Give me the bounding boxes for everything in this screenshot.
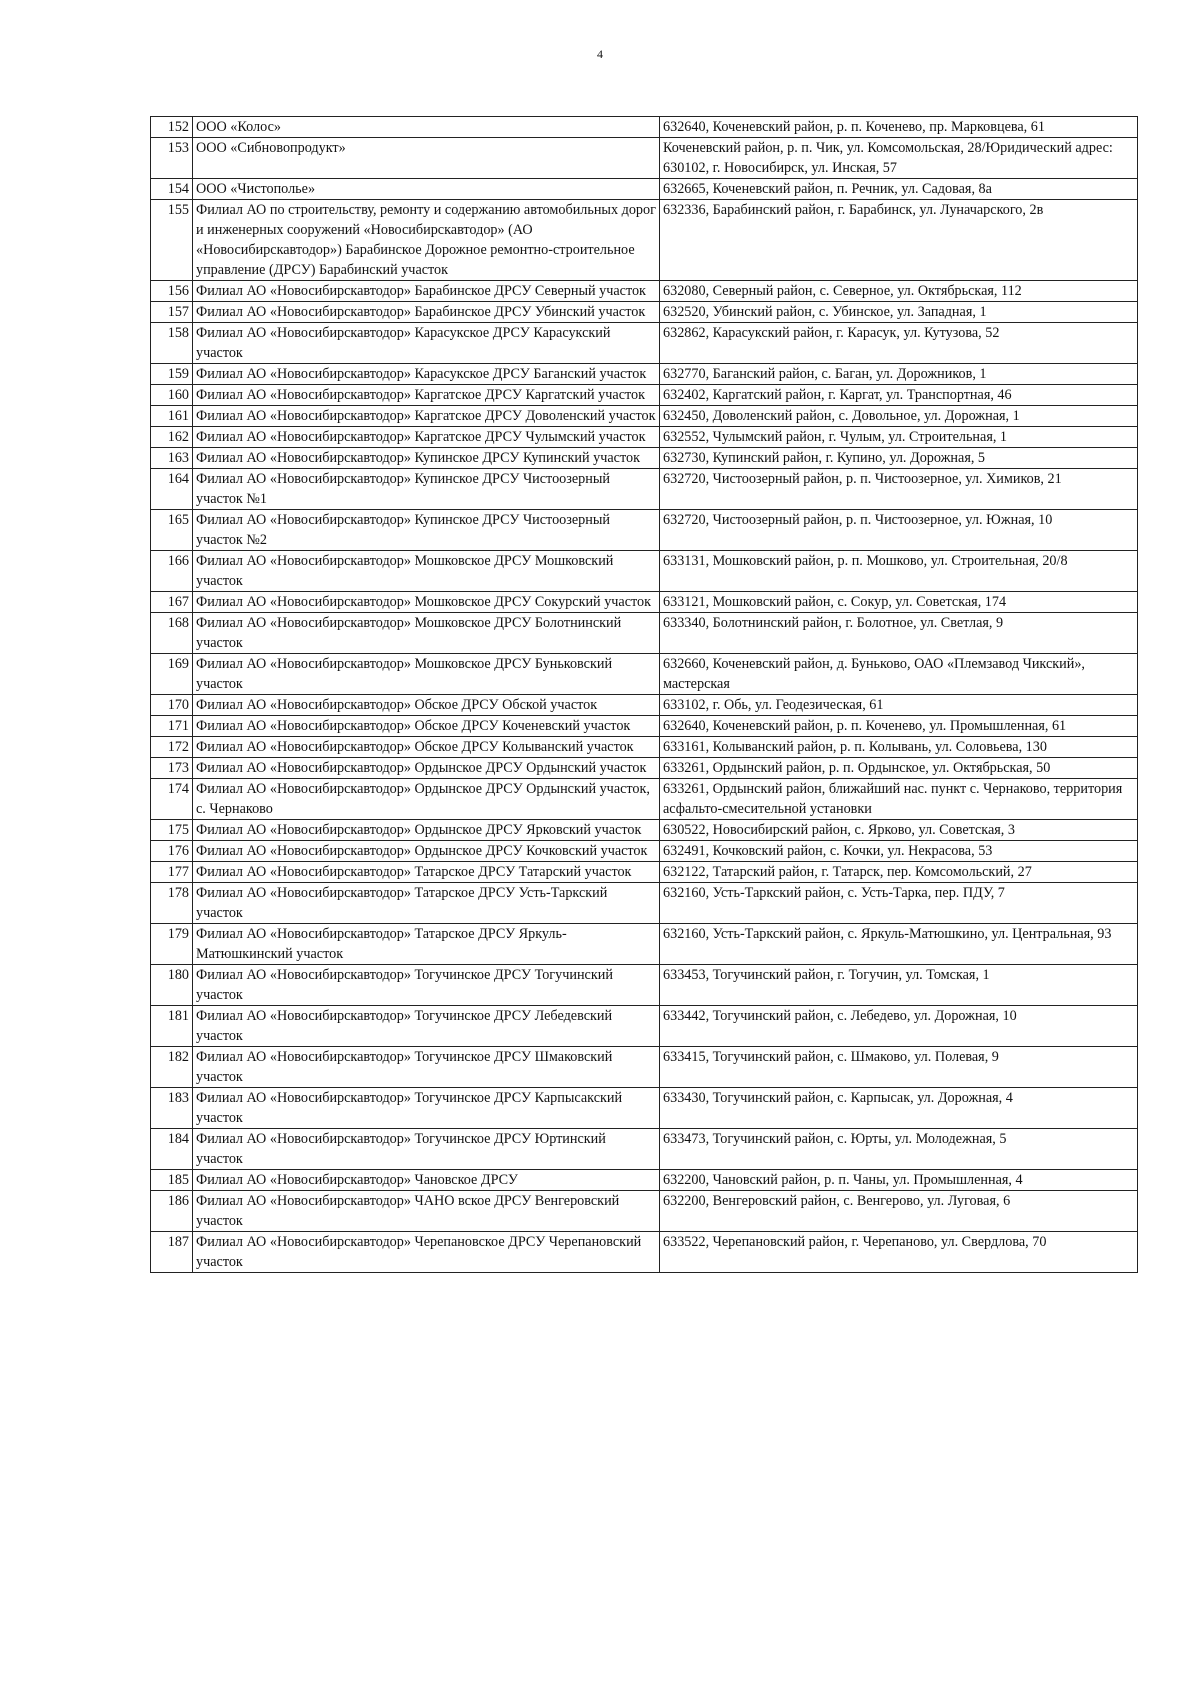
row-number: 185 bbox=[151, 1170, 193, 1191]
organization-name: Филиал АО «Новосибирскавтодор» Тогучинское ДРСУ Лебедевский участок bbox=[193, 1006, 660, 1047]
organization-address: Коченевский район, р. п. Чик, ул. Комсомольская, 28/Юридический адрес: 630102, г. Новосибирск, ул. Инская, 57 bbox=[660, 138, 1138, 179]
organization-name: Филиал АО «Новосибирскавтодор» Тогучинское ДРСУ Шмаковский участок bbox=[193, 1047, 660, 1088]
organization-address: 632552, Чулымский район, г. Чулым, ул. Строительная, 1 bbox=[660, 427, 1138, 448]
organization-name: Филиал АО «Новосибирскавтодор» Тогучинское ДРСУ Тогучинский участок bbox=[193, 965, 660, 1006]
organization-name: Филиал АО «Новосибирскавтодор» Татарское ДРСУ Татарский участок bbox=[193, 862, 660, 883]
row-number: 153 bbox=[151, 138, 193, 179]
row-number: 183 bbox=[151, 1088, 193, 1129]
table-row bbox=[151, 965, 1138, 1006]
organization-address: 632122, Татарский район, г. Татарск, пер. Комсомольский, 27 bbox=[660, 862, 1138, 883]
organization-address: 632720, Чистоозерный район, р. п. Чистоозерное, ул. Южная, 10 bbox=[660, 510, 1138, 551]
table-row bbox=[151, 469, 1138, 510]
organization-name: Филиал АО «Новосибирскавтодор» Купинское ДРСУ Купинский участок bbox=[193, 448, 660, 469]
row-number: 158 bbox=[151, 323, 193, 364]
row-number: 187 bbox=[151, 1232, 193, 1273]
organization-address: 632720, Чистоозерный район, р. п. Чистоозерное, ул. Химиков, 21 bbox=[660, 469, 1138, 510]
table-row bbox=[151, 448, 1138, 469]
organizations-table bbox=[150, 116, 1138, 1273]
table-row bbox=[151, 281, 1138, 302]
organization-name: Филиал АО «Новосибирскавтодор» Ордынское ДРСУ Ордынский участок bbox=[193, 758, 660, 779]
row-number: 152 bbox=[151, 117, 193, 138]
row-number: 178 bbox=[151, 883, 193, 924]
organization-address: 632200, Венгеровский район, с. Венгерово, ул. Луговая, 6 bbox=[660, 1191, 1138, 1232]
table-row bbox=[151, 1170, 1138, 1191]
organization-name: Филиал АО «Новосибирскавтодор» Обское ДРСУ Коченевский участок bbox=[193, 716, 660, 737]
organization-name: Филиал АО «Новосибирскавтодор» Мошковское ДРСУ Болотнинский участок bbox=[193, 613, 660, 654]
table-row bbox=[151, 695, 1138, 716]
organization-address: 632640, Коченевский район, р. п. Коченево, ул. Промышленная, 61 bbox=[660, 716, 1138, 737]
organization-address: 633430, Тогучинский район, с. Карпысак, ул. Дорожная, 4 bbox=[660, 1088, 1138, 1129]
organization-name: Филиал АО «Новосибирскавтодор» ЧАНО вское ДРСУ Венгеровский участок bbox=[193, 1191, 660, 1232]
organization-address: 633161, Колыванский район, р. п. Колывань, ул. Соловьева, 130 bbox=[660, 737, 1138, 758]
table-row bbox=[151, 323, 1138, 364]
organization-address: 632491, Кочковский район, с. Кочки, ул. Некрасова, 53 bbox=[660, 841, 1138, 862]
organization-name: Филиал АО «Новосибирскавтодор» Барабинское ДРСУ Северный участок bbox=[193, 281, 660, 302]
organization-address: 632660, Коченевский район, д. Буньково, ОАО «Племзавод Чикский», мастерская bbox=[660, 654, 1138, 695]
table-row bbox=[151, 427, 1138, 448]
organization-name: Филиал АО «Новосибирскавтодор» Мошковское ДРСУ Мошковский участок bbox=[193, 551, 660, 592]
row-number: 169 bbox=[151, 654, 193, 695]
organization-name: Филиал АО «Новосибирскавтодор» Карасукское ДРСУ Баганский участок bbox=[193, 364, 660, 385]
organization-name: Филиал АО «Новосибирскавтодор» Каргатское ДРСУ Чулымский участок bbox=[193, 427, 660, 448]
organization-address: 632730, Купинский район, г. Купино, ул. Дорожная, 5 bbox=[660, 448, 1138, 469]
organization-address: 633261, Ордынский район, р. п. Ордынское, ул. Октябрьская, 50 bbox=[660, 758, 1138, 779]
table-row bbox=[151, 179, 1138, 200]
row-number: 175 bbox=[151, 820, 193, 841]
row-number: 181 bbox=[151, 1006, 193, 1047]
organization-address: 632402, Каргатский район, г. Каргат, ул. Транспортная, 46 bbox=[660, 385, 1138, 406]
row-number: 154 bbox=[151, 179, 193, 200]
organization-name: ООО «Колос» bbox=[193, 117, 660, 138]
row-number: 173 bbox=[151, 758, 193, 779]
row-number: 156 bbox=[151, 281, 193, 302]
row-number: 176 bbox=[151, 841, 193, 862]
organization-address: 633522, Черепановский район, г. Черепаново, ул. Свердлова, 70 bbox=[660, 1232, 1138, 1273]
organization-name: Филиал АО «Новосибирскавтодор» Мошковское ДРСУ Буньковский участок bbox=[193, 654, 660, 695]
organization-address: 632640, Коченевский район, р. п. Коченево, пр. Марковцева, 61 bbox=[660, 117, 1138, 138]
row-number: 164 bbox=[151, 469, 193, 510]
table-row bbox=[151, 302, 1138, 323]
organization-name: Филиал АО «Новосибирскавтодор» Купинское ДРСУ Чистоозерный участок №1 bbox=[193, 469, 660, 510]
organization-name: Филиал АО «Новосибирскавтодор» Карасукское ДРСУ Карасукский участок bbox=[193, 323, 660, 364]
organization-name: Филиал АО «Новосибирскавтодор» Татарское ДРСУ Яркуль-Матюшкинский участок bbox=[193, 924, 660, 965]
table-row bbox=[151, 551, 1138, 592]
organization-address: 633102, г. Обь, ул. Геодезическая, 61 bbox=[660, 695, 1138, 716]
organization-address: 632160, Усть-Таркский район, с. Усть-Тарка, пер. ПДУ, 7 bbox=[660, 883, 1138, 924]
table-row bbox=[151, 779, 1138, 820]
organization-address: 632336, Барабинский район, г. Барабинск, ул. Луначарского, 2в bbox=[660, 200, 1138, 281]
page-number: 4 bbox=[597, 47, 603, 61]
row-number: 184 bbox=[151, 1129, 193, 1170]
organization-address: 632665, Коченевский район, п. Речник, ул. Садовая, 8а bbox=[660, 179, 1138, 200]
organization-address: 632520, Убинский район, с. Убинское, ул. Западная, 1 bbox=[660, 302, 1138, 323]
row-number: 186 bbox=[151, 1191, 193, 1232]
table-row bbox=[151, 1129, 1138, 1170]
row-number: 168 bbox=[151, 613, 193, 654]
organization-name: Филиал АО «Новосибирскавтодор» Тогучинское ДРСУ Юртинский участок bbox=[193, 1129, 660, 1170]
table-row bbox=[151, 510, 1138, 551]
row-number: 172 bbox=[151, 737, 193, 758]
organization-name: ООО «Сибновопродукт» bbox=[193, 138, 660, 179]
organization-name: Филиал АО «Новосибирскавтодор» Мошковское ДРСУ Сокурский участок bbox=[193, 592, 660, 613]
organization-address: 632450, Доволенский район, с. Довольное, ул. Дорожная, 1 bbox=[660, 406, 1138, 427]
organization-name: Филиал АО по строительству, ремонту и содержанию автомобильных дорог и инженерных сооружений «Новосибирскавтодор» (АО «Новосибирскавтодор») Барабинское Дорожное ремонтно-строительное управление (ДРСУ) Барабинский участок bbox=[193, 200, 660, 281]
organization-address: 633442, Тогучинский район, с. Лебедево, ул. Дорожная, 10 bbox=[660, 1006, 1138, 1047]
table-row bbox=[151, 364, 1138, 385]
organization-name: Филиал АО «Новосибирскавтодор» Ордынское ДРСУ Ярковский участок bbox=[193, 820, 660, 841]
row-number: 166 bbox=[151, 551, 193, 592]
table-row bbox=[151, 592, 1138, 613]
table-row bbox=[151, 385, 1138, 406]
table-row bbox=[151, 716, 1138, 737]
table-row bbox=[151, 406, 1138, 427]
table-row bbox=[151, 737, 1138, 758]
row-number: 179 bbox=[151, 924, 193, 965]
organization-address: 632770, Баганский район, с. Баган, ул. Дорожников, 1 bbox=[660, 364, 1138, 385]
organization-name: Филиал АО «Новосибирскавтодор» Каргатское ДРСУ Каргатский участок bbox=[193, 385, 660, 406]
organization-name: Филиал АО «Новосибирскавтодор» Ордынское ДРСУ Ордынский участок, с. Чернаково bbox=[193, 779, 660, 820]
organization-name: Филиал АО «Новосибирскавтодор» Обское ДРСУ Обской участок bbox=[193, 695, 660, 716]
organization-address: 633415, Тогучинский район, с. Шмаково, ул. Полевая, 9 bbox=[660, 1047, 1138, 1088]
table-row bbox=[151, 1088, 1138, 1129]
organization-address: 633121, Мошковский район, с. Сокур, ул. Советская, 174 bbox=[660, 592, 1138, 613]
row-number: 165 bbox=[151, 510, 193, 551]
organization-name: Филиал АО «Новосибирскавтодор» Каргатское ДРСУ Доволенский участок bbox=[193, 406, 660, 427]
table-row bbox=[151, 820, 1138, 841]
organization-name: ООО «Чистополье» bbox=[193, 179, 660, 200]
table-row bbox=[151, 1047, 1138, 1088]
table-body bbox=[151, 117, 1138, 1273]
row-number: 157 bbox=[151, 302, 193, 323]
table-row bbox=[151, 758, 1138, 779]
organization-name: Филиал АО «Новосибирскавтодор» Обское ДРСУ Колыванский участок bbox=[193, 737, 660, 758]
table-row bbox=[151, 117, 1138, 138]
row-number: 174 bbox=[151, 779, 193, 820]
organization-name: Филиал АО «Новосибирскавтодор» Чановское ДРСУ bbox=[193, 1170, 660, 1191]
organization-name: Филиал АО «Новосибирскавтодор» Ордынское ДРСУ Кочковский участок bbox=[193, 841, 660, 862]
organization-address: 633473, Тогучинский район, с. Юрты, ул. Молодежная, 5 bbox=[660, 1129, 1138, 1170]
row-number: 177 bbox=[151, 862, 193, 883]
organization-address: 633131, Мошковский район, р. п. Мошково, ул. Строительная, 20/8 bbox=[660, 551, 1138, 592]
table-row bbox=[151, 883, 1138, 924]
organization-address: 632200, Чановский район, р. п. Чаны, ул. Промышленная, 4 bbox=[660, 1170, 1138, 1191]
organization-name: Филиал АО «Новосибирскавтодор» Барабинское ДРСУ Убинский участок bbox=[193, 302, 660, 323]
organization-name: Филиал АО «Новосибирскавтодор» Черепановское ДРСУ Черепановский участок bbox=[193, 1232, 660, 1273]
table-row bbox=[151, 613, 1138, 654]
table-row bbox=[151, 1006, 1138, 1047]
table-row bbox=[151, 924, 1138, 965]
row-number: 182 bbox=[151, 1047, 193, 1088]
row-number: 167 bbox=[151, 592, 193, 613]
row-number: 163 bbox=[151, 448, 193, 469]
table-row bbox=[151, 200, 1138, 281]
row-number: 155 bbox=[151, 200, 193, 281]
organization-name: Филиал АО «Новосибирскавтодор» Тогучинское ДРСУ Карпысакский участок bbox=[193, 1088, 660, 1129]
row-number: 170 bbox=[151, 695, 193, 716]
row-number: 161 bbox=[151, 406, 193, 427]
table-row bbox=[151, 862, 1138, 883]
table-row bbox=[151, 138, 1138, 179]
row-number: 159 bbox=[151, 364, 193, 385]
organization-address: 633453, Тогучинский район, г. Тогучин, ул. Томская, 1 bbox=[660, 965, 1138, 1006]
table-row bbox=[151, 1232, 1138, 1273]
organization-address: 633340, Болотнинский район, г. Болотное, ул. Светлая, 9 bbox=[660, 613, 1138, 654]
organization-address: 632160, Усть-Таркский район, с. Яркуль-Матюшкино, ул. Центральная, 93 bbox=[660, 924, 1138, 965]
organization-name: Филиал АО «Новосибирскавтодор» Купинское ДРСУ Чистоозерный участок №2 bbox=[193, 510, 660, 551]
row-number: 160 bbox=[151, 385, 193, 406]
table-row bbox=[151, 841, 1138, 862]
organization-name: Филиал АО «Новосибирскавтодор» Татарское ДРСУ Усть-Таркский участок bbox=[193, 883, 660, 924]
organization-address: 632862, Карасукский район, г. Карасук, ул. Кутузова, 52 bbox=[660, 323, 1138, 364]
table-row bbox=[151, 654, 1138, 695]
organization-address: 633261, Ордынский район, ближайший нас. пункт с. Чернаково, территория асфальто-смесительной установки bbox=[660, 779, 1138, 820]
row-number: 171 bbox=[151, 716, 193, 737]
organization-address: 630522, Новосибирский район, с. Ярково, ул. Советская, 3 bbox=[660, 820, 1138, 841]
organization-address: 632080, Северный район, с. Северное, ул. Октябрьская, 112 bbox=[660, 281, 1138, 302]
row-number: 162 bbox=[151, 427, 193, 448]
row-number: 180 bbox=[151, 965, 193, 1006]
table-row bbox=[151, 1191, 1138, 1232]
